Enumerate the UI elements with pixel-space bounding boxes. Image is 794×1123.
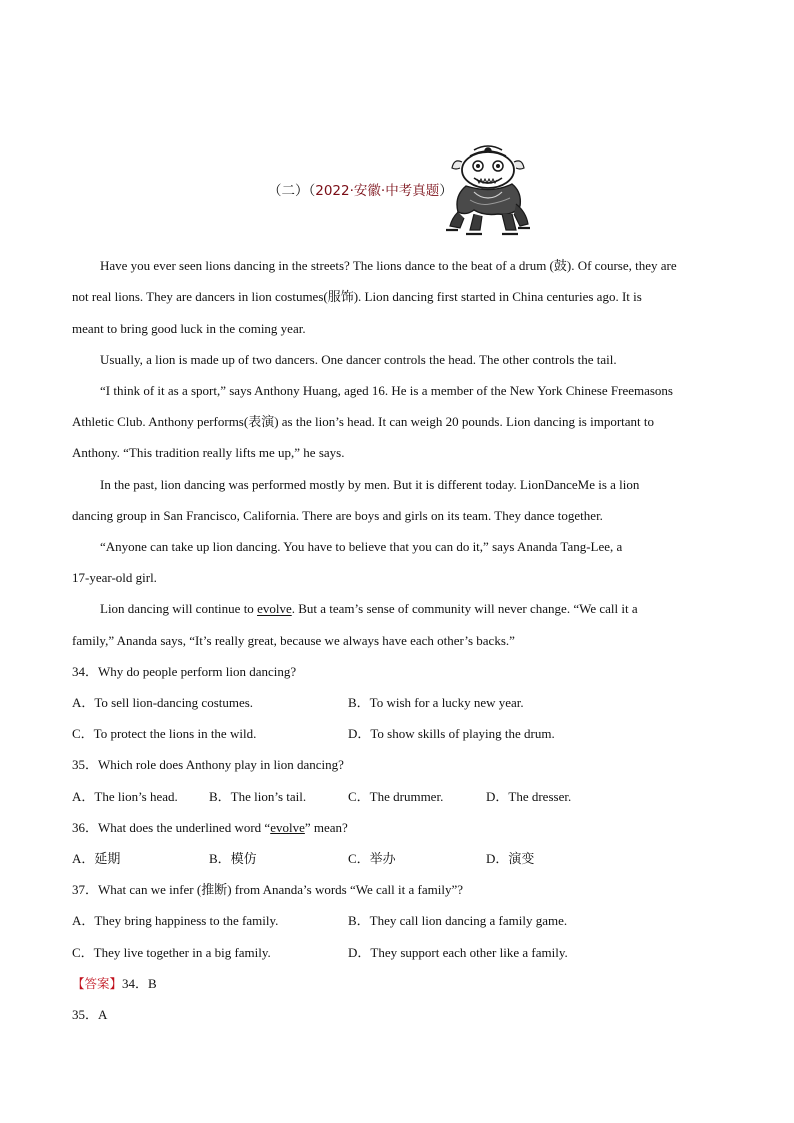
passage-p5-line2: 17-year-old girl. <box>72 570 157 585</box>
passage-p6-text-b: . But a team’s sense of community will never change. “We call it a <box>291 601 638 616</box>
passage-p3-line1: “I think of it as a sport,” says Anthony Huang, aged 16. He is a member of the New York Chinese Freemasons <box>100 383 673 398</box>
question-36-option-d: D．演变 <box>486 851 535 866</box>
passage-p6-text-a: Lion dancing will continue to <box>100 601 258 616</box>
answer-34: 34．B <box>122 976 157 991</box>
question-36-stem-a: 36．What does the underlined word “ <box>72 820 271 835</box>
passage-p3-line2: Athletic Club. Anthony performs(表演) as the lion’s head. It can weigh 20 pounds. Lion dancing is important to <box>72 414 655 429</box>
question-37-option-c: C．They live together in a big family. <box>72 945 271 960</box>
passage-p1-line1: Have you ever seen lions dancing in the streets? The lions dance to the beat of a drum (鼓). Of course, they are <box>100 258 677 273</box>
question-34-stem: 34．Why do people perform lion dancing? <box>72 664 297 679</box>
answer-tag: 【答案】 <box>72 976 123 991</box>
passage-p3-line3: Anthony. “This tradition really lifts me up,” he says. <box>72 445 345 460</box>
question-34-option-c: C．To protect the lions in the wild. <box>72 726 257 741</box>
heading-suffix: ） <box>439 183 453 199</box>
question-36-underlined-word: evolve <box>270 820 305 835</box>
passage-p4-line2: dancing group in San Francisco, California. There are boys and girls on its team. They dance together. <box>72 508 603 523</box>
question-35-stem: 35．Which role does Anthony play in lion dancing? <box>72 757 344 772</box>
passage-p4-line1: In the past, lion dancing was performed mostly by men. But it is different today. LionDanceMe is a lion <box>100 477 640 492</box>
question-37-stem: 37．What can we infer (推断) from Ananda’s words “We call it a family”? <box>72 882 463 897</box>
question-36-stem <box>72 820 348 836</box>
passage-p1-line3: meant to bring good luck in the coming year. <box>72 321 306 336</box>
question-35-option-d: D．The dresser. <box>486 789 572 804</box>
question-34-option-a: A．To sell lion-dancing costumes. <box>72 695 254 710</box>
question-36-option-a: A．延期 <box>72 851 121 866</box>
question-37-option-a: A．They bring happiness to the family. <box>72 913 279 928</box>
passage-p6-line2: family,” Ananda says, “It’s really great, because we always have each other’s backs.” <box>72 633 515 648</box>
answer-line-34 <box>72 976 157 992</box>
section-heading <box>268 179 453 199</box>
underlined-word-evolve: evolve <box>257 601 292 616</box>
question-35-option-c: C．The drummer. <box>348 789 444 804</box>
passage-p6-line1 <box>100 601 638 617</box>
passage-p2-line1: Usually, a lion is made up of two dancers. One dancer controls the head. The other controls the tail. <box>100 352 617 367</box>
question-36-option-b: B．模仿 <box>209 851 257 866</box>
heading-source: 2022·安徽·中考真题 <box>315 183 440 199</box>
question-34-option-b: B．To wish for a lucky new year. <box>348 695 524 710</box>
question-37-option-b: B．They call lion dancing a family game. <box>348 913 568 928</box>
question-36-option-c: C．举办 <box>348 851 396 866</box>
answer-line-35: 35．A <box>72 1007 108 1022</box>
passage-p5-line1: “Anyone can take up lion dancing. You have to believe that you can do it,” says Ananda Tang-Lee, a <box>100 539 623 554</box>
passage-p1-line2: not real lions. They are dancers in lion costumes(服饰). Lion dancing first started in China centuries ago. It is <box>72 289 642 304</box>
question-35-option-b: B．The lion’s tail. <box>209 789 307 804</box>
question-36-stem-b: ” mean? <box>304 820 348 835</box>
question-35-option-a: A．The lion’s head. <box>72 789 178 804</box>
question-37-option-d: D．They support each other like a family. <box>348 945 568 960</box>
question-34-option-d: D．To show skills of playing the drum. <box>348 726 555 741</box>
heading-prefix: （二）（ <box>268 183 316 199</box>
lion-dance-icon <box>444 142 532 240</box>
